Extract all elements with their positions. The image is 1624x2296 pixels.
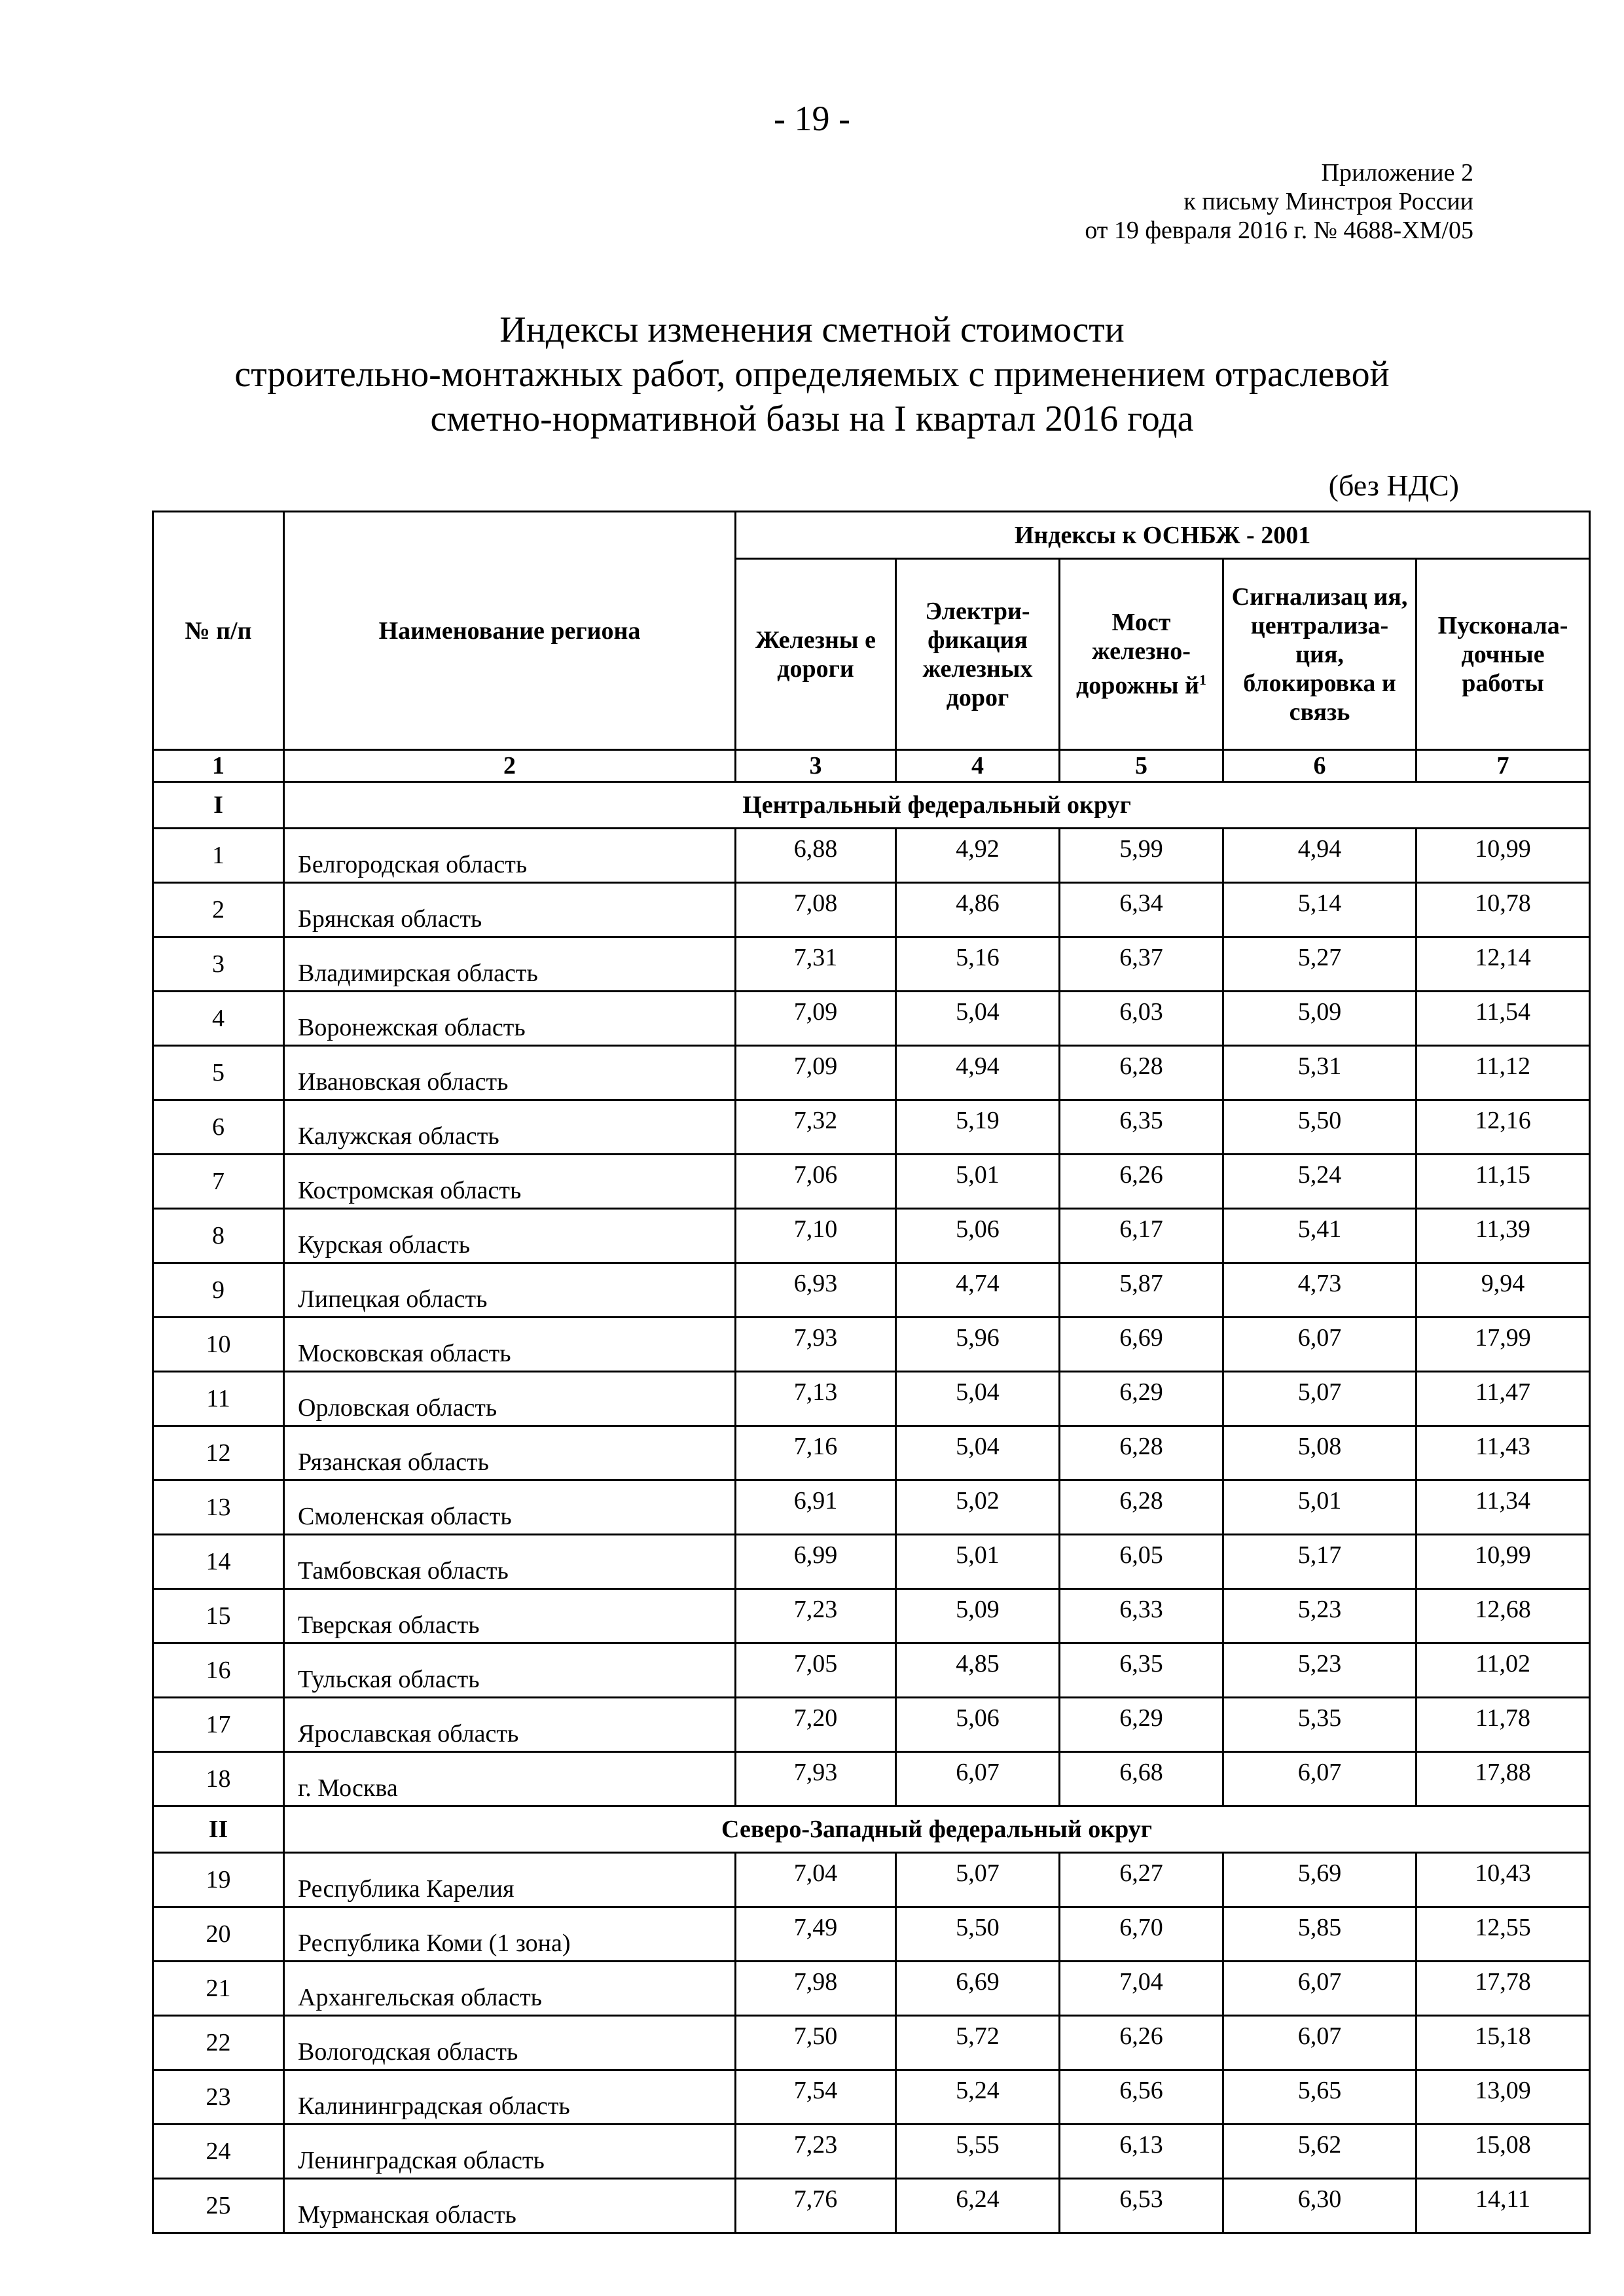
index-value: 12,14 <box>1416 937 1590 992</box>
index-value: 5,23 <box>1223 1643 1416 1698</box>
index-value: 5,02 <box>896 1480 1060 1535</box>
index-value: 14,11 <box>1416 2179 1590 2233</box>
index-value: 17,88 <box>1416 1752 1590 1806</box>
table-row <box>153 1263 1590 1318</box>
table-row <box>153 1100 1590 1155</box>
index-value: 5,01 <box>1223 1480 1416 1535</box>
region-name: Смоленская область <box>284 1480 736 1535</box>
region-name: Республика Карелия <box>284 1853 736 1907</box>
row-number: 17 <box>153 1698 284 1752</box>
index-value: 5,50 <box>1223 1100 1416 1155</box>
index-value: 11,54 <box>1416 992 1590 1046</box>
index-value: 5,01 <box>896 1535 1060 1589</box>
table-row <box>153 1698 1590 1752</box>
index-value: 11,15 <box>1416 1155 1590 1209</box>
table-row <box>153 937 1590 992</box>
table-row <box>153 1535 1590 1589</box>
header-index-group: Индексы к ОСНБЖ - 2001 <box>736 512 1590 559</box>
row-number: 15 <box>153 1589 284 1643</box>
index-value: 6,07 <box>896 1752 1060 1806</box>
index-value: 4,94 <box>896 1046 1060 1100</box>
index-value: 7,31 <box>736 937 896 992</box>
index-value: 12,68 <box>1416 1589 1590 1643</box>
index-value: 5,35 <box>1223 1698 1416 1752</box>
row-number: 11 <box>153 1372 284 1426</box>
index-value: 6,88 <box>736 829 896 883</box>
row-number: 6 <box>153 1100 284 1155</box>
index-value: 15,08 <box>1416 2125 1590 2179</box>
index-value: 7,98 <box>736 1962 896 2016</box>
region-name: Ярославская область <box>284 1698 736 1752</box>
index-value: 5,14 <box>1223 883 1416 937</box>
index-value: 10,78 <box>1416 883 1590 937</box>
index-value: 4,92 <box>896 829 1060 883</box>
index-value: 6,34 <box>1060 883 1223 937</box>
section-name: Центральный федеральный округ <box>284 782 1590 829</box>
index-value: 7,16 <box>736 1426 896 1480</box>
index-value: 7,76 <box>736 2179 896 2233</box>
row-number: 3 <box>153 937 284 992</box>
index-value: 6,69 <box>896 1962 1060 2016</box>
row-number: 16 <box>153 1643 284 1698</box>
col-number: 2 <box>284 750 736 782</box>
region-name: Тамбовская область <box>284 1535 736 1589</box>
table-row <box>153 1752 1590 1806</box>
index-value: 5,08 <box>1223 1426 1416 1480</box>
index-value: 7,04 <box>1060 1962 1223 2016</box>
row-number: 12 <box>153 1426 284 1480</box>
index-value: 4,86 <box>896 883 1060 937</box>
index-value: 4,85 <box>896 1643 1060 1698</box>
index-value: 6,03 <box>1060 992 1223 1046</box>
index-value: 6,53 <box>1060 2179 1223 2233</box>
index-value: 5,41 <box>1223 1209 1416 1263</box>
index-value: 7,49 <box>736 1907 896 1962</box>
index-value: 5,24 <box>896 2070 1060 2125</box>
index-value: 6,17 <box>1060 1209 1223 1263</box>
table-row <box>153 1318 1590 1372</box>
index-value: 7,09 <box>736 992 896 1046</box>
index-value: 6,93 <box>736 1263 896 1318</box>
index-value: 11,12 <box>1416 1046 1590 1100</box>
index-value: 7,13 <box>736 1372 896 1426</box>
index-value: 6,99 <box>736 1535 896 1589</box>
row-number: 18 <box>153 1752 284 1806</box>
table-row <box>153 1589 1590 1643</box>
page-number: - 19 - <box>774 99 850 138</box>
index-value: 6,37 <box>1060 937 1223 992</box>
index-value: 5,06 <box>896 1698 1060 1752</box>
index-value: 6,70 <box>1060 1907 1223 1962</box>
table-row <box>153 1155 1590 1209</box>
header-num: № п/п <box>153 512 284 750</box>
index-value: 5,96 <box>896 1318 1060 1372</box>
appendix-note <box>1085 158 1473 245</box>
index-value: 13,09 <box>1416 2070 1590 2125</box>
row-number: 2 <box>153 883 284 937</box>
table-row <box>153 1907 1590 1962</box>
region-name: Брянская область <box>284 883 736 937</box>
index-value: 5,72 <box>896 2016 1060 2070</box>
index-value: 5,09 <box>1223 992 1416 1046</box>
region-name: Мурманская область <box>284 2179 736 2233</box>
header-region: Наименование региона <box>284 512 736 750</box>
col-number: 5 <box>1060 750 1223 782</box>
row-number: 22 <box>153 2016 284 2070</box>
index-value: 5,23 <box>1223 1589 1416 1643</box>
index-value: 6,56 <box>1060 2070 1223 2125</box>
col-number: 4 <box>896 750 1060 782</box>
index-value: 6,29 <box>1060 1698 1223 1752</box>
table-row <box>153 1962 1590 2016</box>
index-value: 7,10 <box>736 1209 896 1263</box>
section-roman: I <box>153 782 284 829</box>
index-value: 6,28 <box>1060 1480 1223 1535</box>
table-row <box>153 883 1590 937</box>
header-signalling: Сигнализац ия, централиза- ция, блокировка и связь <box>1223 559 1416 750</box>
index-value: 7,23 <box>736 1589 896 1643</box>
col-number: 7 <box>1416 750 1590 782</box>
index-value: 10,99 <box>1416 829 1590 883</box>
region-name: Калужская область <box>284 1100 736 1155</box>
index-value: 5,24 <box>1223 1155 1416 1209</box>
table-row <box>153 2016 1590 2070</box>
region-name: Республика Коми (1 зона) <box>284 1907 736 1962</box>
region-name: Архангельская область <box>284 1962 736 2016</box>
index-value: 11,39 <box>1416 1209 1590 1263</box>
table-row <box>153 1853 1590 1907</box>
row-number: 5 <box>153 1046 284 1100</box>
index-value: 4,74 <box>896 1263 1060 1318</box>
col-number: 6 <box>1223 750 1416 782</box>
index-value: 6,69 <box>1060 1318 1223 1372</box>
index-value: 7,04 <box>736 1853 896 1907</box>
index-value: 12,16 <box>1416 1100 1590 1155</box>
index-value: 5,99 <box>1060 829 1223 883</box>
index-value: 5,69 <box>1223 1853 1416 1907</box>
index-value: 6,91 <box>736 1480 896 1535</box>
region-name: Владимирская область <box>284 937 736 992</box>
index-value: 5,16 <box>896 937 1060 992</box>
region-name: Тверская область <box>284 1589 736 1643</box>
header-bridges-footnote: 1 <box>1199 672 1206 689</box>
region-name: Тульская область <box>284 1643 736 1698</box>
title-line-1: Индексы изменения сметной стоимости <box>499 310 1125 350</box>
index-value: 5,55 <box>896 2125 1060 2179</box>
index-value: 4,94 <box>1223 829 1416 883</box>
table-row <box>153 1480 1590 1535</box>
row-number: 21 <box>153 1962 284 2016</box>
index-value: 4,73 <box>1223 1263 1416 1318</box>
index-value: 17,78 <box>1416 1962 1590 2016</box>
appendix-line-1: Приложение 2 <box>1321 159 1473 187</box>
header-commissioning: Пусконала- дочные работы <box>1416 559 1590 750</box>
table-row <box>153 2179 1590 2233</box>
index-value: 6,33 <box>1060 1589 1223 1643</box>
index-value: 6,07 <box>1223 1962 1416 2016</box>
index-value: 5,50 <box>896 1907 1060 1962</box>
col-number: 1 <box>153 750 284 782</box>
region-name: Липецкая область <box>284 1263 736 1318</box>
index-value: 6,05 <box>1060 1535 1223 1589</box>
row-number: 9 <box>153 1263 284 1318</box>
index-value: 9,94 <box>1416 1263 1590 1318</box>
region-name: Костромская область <box>284 1155 736 1209</box>
index-value: 10,99 <box>1416 1535 1590 1589</box>
index-value: 6,35 <box>1060 1643 1223 1698</box>
table-row <box>153 1426 1590 1480</box>
index-value: 11,78 <box>1416 1698 1590 1752</box>
region-name: Воронежская область <box>284 992 736 1046</box>
region-name: Орловская область <box>284 1372 736 1426</box>
index-value: 5,07 <box>1223 1372 1416 1426</box>
row-number: 13 <box>153 1480 284 1535</box>
row-number: 19 <box>153 1853 284 1907</box>
row-number: 14 <box>153 1535 284 1589</box>
region-name: Вологодская область <box>284 2016 736 2070</box>
index-value: 7,06 <box>736 1155 896 1209</box>
index-value: 5,65 <box>1223 2070 1416 2125</box>
index-value: 7,50 <box>736 2016 896 2070</box>
index-value: 7,54 <box>736 2070 896 2125</box>
region-name: Ленинградская область <box>284 2125 736 2179</box>
table-row <box>153 1372 1590 1426</box>
row-number: 8 <box>153 1209 284 1263</box>
index-value: 11,34 <box>1416 1480 1590 1535</box>
section-name: Северо-Западный федеральный округ <box>284 1806 1590 1853</box>
header-railways: Железны е дороги <box>736 559 896 750</box>
index-value: 7,23 <box>736 2125 896 2179</box>
table-row <box>153 1643 1590 1698</box>
index-value: 5,04 <box>896 992 1060 1046</box>
index-value: 11,02 <box>1416 1643 1590 1698</box>
region-name: Рязанская область <box>284 1426 736 1480</box>
region-name: Московская область <box>284 1318 736 1372</box>
index-value: 5,17 <box>1223 1535 1416 1589</box>
index-value: 15,18 <box>1416 2016 1590 2070</box>
index-value: 6,26 <box>1060 1155 1223 1209</box>
table-row <box>153 992 1590 1046</box>
column-numbers-row <box>153 750 1590 782</box>
index-value: 6,68 <box>1060 1752 1223 1806</box>
index-value: 7,93 <box>736 1752 896 1806</box>
index-value: 7,20 <box>736 1698 896 1752</box>
row-number: 20 <box>153 1907 284 1962</box>
index-value: 5,04 <box>896 1426 1060 1480</box>
region-name: Курская область <box>284 1209 736 1263</box>
title-line-2: строительно-монтажных работ, определяемых с применением отраслевой <box>234 354 1390 395</box>
header-bridges-label: Мост железно- дорожны й <box>1076 609 1199 700</box>
header-electrification: Электри- фикация железных дорог <box>896 559 1060 750</box>
table-row <box>153 2070 1590 2125</box>
index-value: 5,85 <box>1223 1907 1416 1962</box>
col-number: 3 <box>736 750 896 782</box>
document-title <box>0 308 1624 441</box>
index-value: 6,28 <box>1060 1426 1223 1480</box>
index-value: 6,26 <box>1060 2016 1223 2070</box>
index-value: 6,28 <box>1060 1046 1223 1100</box>
vat-note: (без НДС) <box>1328 469 1459 502</box>
index-value: 11,47 <box>1416 1372 1590 1426</box>
index-value: 12,55 <box>1416 1907 1590 1962</box>
index-value: 6,27 <box>1060 1853 1223 1907</box>
table-row <box>153 2125 1590 2179</box>
index-value: 6,07 <box>1223 2016 1416 2070</box>
row-number: 23 <box>153 2070 284 2125</box>
section-header-row <box>153 1806 1590 1853</box>
index-value: 6,07 <box>1223 1752 1416 1806</box>
region-name: г. Москва <box>284 1752 736 1806</box>
index-value: 7,09 <box>736 1046 896 1100</box>
row-number: 10 <box>153 1318 284 1372</box>
index-value: 6,13 <box>1060 2125 1223 2179</box>
index-value: 11,43 <box>1416 1426 1590 1480</box>
row-number: 25 <box>153 2179 284 2233</box>
index-value: 7,93 <box>736 1318 896 1372</box>
index-value: 17,99 <box>1416 1318 1590 1372</box>
index-value: 10,43 <box>1416 1853 1590 1907</box>
row-number: 24 <box>153 2125 284 2179</box>
header-bridges <box>1060 559 1223 750</box>
index-value: 5,01 <box>896 1155 1060 1209</box>
index-value: 5,19 <box>896 1100 1060 1155</box>
index-table <box>152 511 1591 2234</box>
region-name: Калининградская область <box>284 2070 736 2125</box>
index-value: 6,24 <box>896 2179 1060 2233</box>
table-row <box>153 1209 1590 1263</box>
title-line-3: сметно-нормативной базы на I квартал 2016 года <box>430 399 1194 439</box>
section-header-row <box>153 782 1590 829</box>
region-name: Ивановская область <box>284 1046 736 1100</box>
index-value: 6,29 <box>1060 1372 1223 1426</box>
table-body <box>153 782 1590 2233</box>
index-value: 5,62 <box>1223 2125 1416 2179</box>
appendix-line-3: от 19 февраля 2016 г. № 4688-ХМ/05 <box>1085 217 1473 244</box>
row-number: 7 <box>153 1155 284 1209</box>
section-roman: II <box>153 1806 284 1853</box>
index-value: 5,06 <box>896 1209 1060 1263</box>
index-value: 7,05 <box>736 1643 896 1698</box>
region-name: Белгородская область <box>284 829 736 883</box>
appendix-line-2: к письму Минстроя России <box>1183 188 1473 215</box>
table-row <box>153 1046 1590 1100</box>
row-number: 4 <box>153 992 284 1046</box>
table-row <box>153 829 1590 883</box>
index-value: 5,07 <box>896 1853 1060 1907</box>
index-value: 6,07 <box>1223 1318 1416 1372</box>
index-value: 6,35 <box>1060 1100 1223 1155</box>
index-value: 5,04 <box>896 1372 1060 1426</box>
index-value: 5,87 <box>1060 1263 1223 1318</box>
index-value: 5,09 <box>896 1589 1060 1643</box>
index-value: 6,30 <box>1223 2179 1416 2233</box>
index-value: 5,27 <box>1223 937 1416 992</box>
row-number: 1 <box>153 829 284 883</box>
index-value: 7,08 <box>736 883 896 937</box>
index-value: 7,32 <box>736 1100 896 1155</box>
index-value: 5,31 <box>1223 1046 1416 1100</box>
